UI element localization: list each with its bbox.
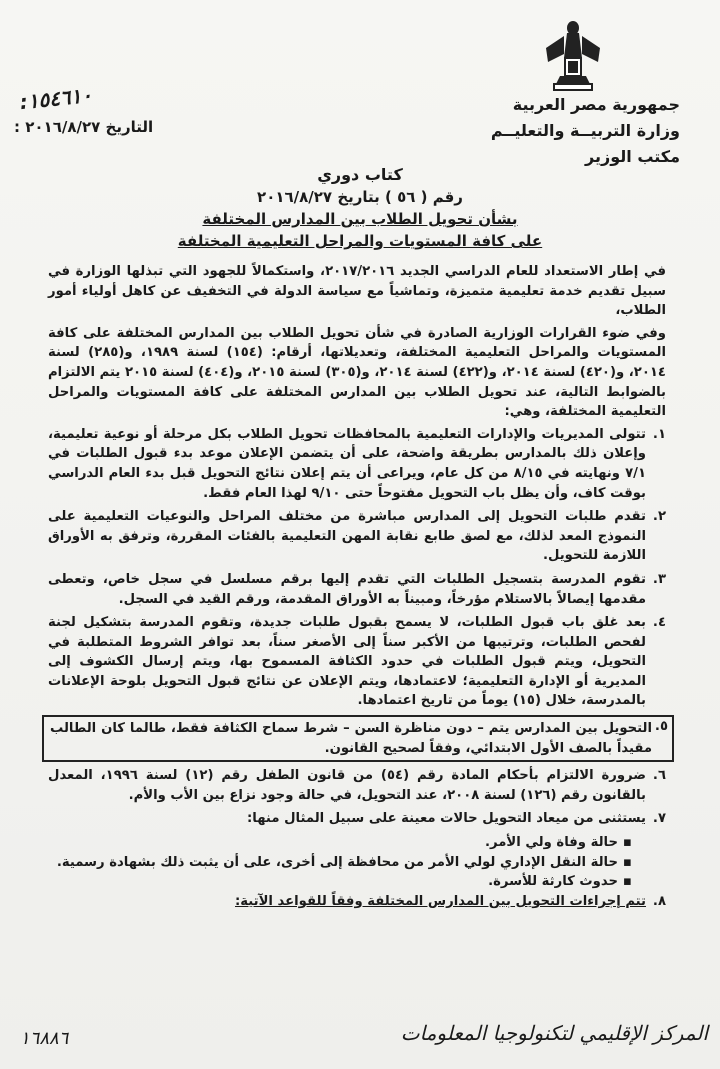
document-titles [140, 164, 580, 252]
item-number: ٦. [652, 768, 666, 784]
list-item [48, 570, 666, 609]
item-text: ضرورة الالتزام بأحكام المادة رقم (٥٤) من قانون الطفل رقم (١٢) لسنة ١٩٩٦، المعدل بالقانون رقم (١٢٦) لسنة ٢٠٠٨، عند التحويل، في حالة وجود نزاع بين الأب والأم. [48, 768, 646, 803]
intro-paragraph-2: وفي ضوء القرارات الوزارية الصادرة في شأن تحويل الطلاب بين المدارس المختلفة على كافة المستويات والمراحل التعليمية المختلفة، وتعديلاتها، أرقام: (١٥٤) لسنة ١٩٨٩، و(٢٨٥) لسنة ٢٠١٤، و(٤٢٠) لسنة ٢٠١٤، و(٤٢٢) لسنة ٢٠١٤، و(٣٠٥) لسنة ٢٠١٥، و(٤٠٤) لسنة ٢٠١٥ يتم الالتزام بالضوابط التالية، عند تحويل الطلاب بين المدارس المختلفة على كافة المستويات والمراحل التعليمية المختلفة، وهي: [48, 325, 667, 420]
exception-item: ▪ حالة النقل الإداري لولي الأمر من محافظة إلى أخرى، على أن يثبت ذلك بشهادة رسمية. [48, 853, 632, 873]
document-number-date: رقم ( ٥٦ ) بتاريخ ٢٠١٦/٨/٢٧ [257, 188, 463, 206]
item-number: ١. [652, 426, 666, 442]
letterhead [470, 92, 680, 170]
item-number: ٥. [654, 719, 668, 735]
item-text: يستثنى من ميعاد التحويل حالات معينة على سبيل المثال منها: [247, 811, 646, 827]
handwritten-footer-number: ١٦٨٨٦ [20, 1028, 69, 1049]
handwritten-date: التاريخ ٢٠١٦/٨/٢٧ : [14, 118, 154, 136]
item-text: تتولى المديريات والإدارات التعليمية بالمحافظات تحويل الطلاب بكل مرحلة أو نوعية تعليمية، وإعلان ذلك بالمدارس بطريقة واضحة، على أن يتضمن الإعلان موعد بدء قبول الطلبات في ٧/١ ونهايته في ٨/١٥ من كل عام، ويراعى أن يتم إعلان نتائج التحويل قبل بدء العام الدراسي بوقت كاف، وأن يظل باب التحويل مفتوحاً حتى ٩/١٠ لهذا العام فقط. [48, 426, 646, 501]
list-item [48, 766, 666, 805]
document-type: كتاب دوري [317, 165, 403, 184]
eagle-emblem-icon [544, 18, 602, 92]
exceptions-list [48, 833, 666, 892]
item-number: ٣. [652, 571, 666, 587]
item-text: تتم إجراءات التحويل بين المدارس المختلفة وفقاً للقواعد الآتية: [235, 893, 646, 909]
item-number: ٧. [652, 811, 666, 827]
item-number: ٢. [652, 509, 666, 525]
item-number: ٨. [652, 893, 666, 909]
item-text: التحويل بين المدارس يتم – دون مناظرة السن – شرط سماح الكثافة فقط، طالما كان الطالب مقيداً بالصف الأول الابتدائي، وفقاً لصحيح القانون. [50, 721, 652, 756]
subject-line-1: بشأن تحويل الطلاب بين المدارس المختلفة [202, 210, 518, 228]
exception-item: ▪ حالة وفاة ولي الأمر. [48, 833, 632, 853]
item-number: ٤. [652, 615, 666, 631]
item-text: بعد غلق باب قبول الطلبات، لا يسمح بقبول طلبات جديدة، وتقوم المدرسة بتشكيل لجنة لفحص الطلبات، وترتيبها من الأكبر سناً إلى الأصغر سناً، بعد توافر الشروط المتطلبة في التحويل، ويتم قبول الطلبات في حدود الكثافة المسموح بها، ويتم إرسال الكشوف إلى المديرية أو الإدارة التعليمية؛ لاعتمادها، ويتم الإعلان عن نتائج قبول التحويل بلوحة الإعلانات بالمدرسة، خلال (١٥) يوماً من تاريخ اعتمادها. [48, 615, 646, 709]
list-item [48, 892, 666, 912]
item-text: تقدم طلبات التحويل إلى المدارس مباشرة من مختلف المراحل والنوعيات التعليمية على النموذج المعد لذلك، مع لصق طابع نقابة المهن التعليمية بالفئات المقررة، وترفق به الأوراق اللازمة للتحويل. [48, 509, 646, 564]
list-item [48, 507, 666, 566]
subject-line-2: على كافة المستويات والمراحل التعليمية المختلفة [177, 232, 543, 250]
letterhead-ministry: وزارة التربيــة والتعليــم [490, 121, 680, 140]
handwritten-reference-number: ١٥٤٦١٠: [18, 82, 94, 115]
handwritten-footer-note: المركز الإقليمي لتكنولوجيا المعلومات [400, 1021, 708, 1045]
highlighted-list-item [42, 715, 674, 762]
list-item [48, 425, 666, 503]
item-text: تقوم المدرسة بتسجيل الطلبات التي تقدم إليها برقم مسلسل في سجل خاص، وتعطى مقدمها إيصالاً بالاستلام مؤرخاً، ومبيناً به الأوراق المقدمة، ورقم القيد في السجل. [48, 571, 646, 607]
intro-paragraph-1: في إطار الاستعداد للعام الدراسي الجديد ٢٠١٧/٢٠١٦، واستكمالاً للجهود التي تبذلها الوزارة في سبيل تقديم خدمة تعليمية متميزة، وتماشياً مع سياسة الدولة في التخفيف عن كاهل أولياء أمور الطلاب، [48, 264, 666, 319]
list-item [48, 613, 666, 711]
document-body [48, 262, 666, 915]
letterhead-office: مكتب الوزير [585, 147, 680, 166]
list-item [48, 809, 666, 829]
letterhead-country: جمهورية مصر العربية [512, 95, 680, 114]
exception-item: ▪ حدوث كارثة للأسرة. [48, 872, 632, 892]
